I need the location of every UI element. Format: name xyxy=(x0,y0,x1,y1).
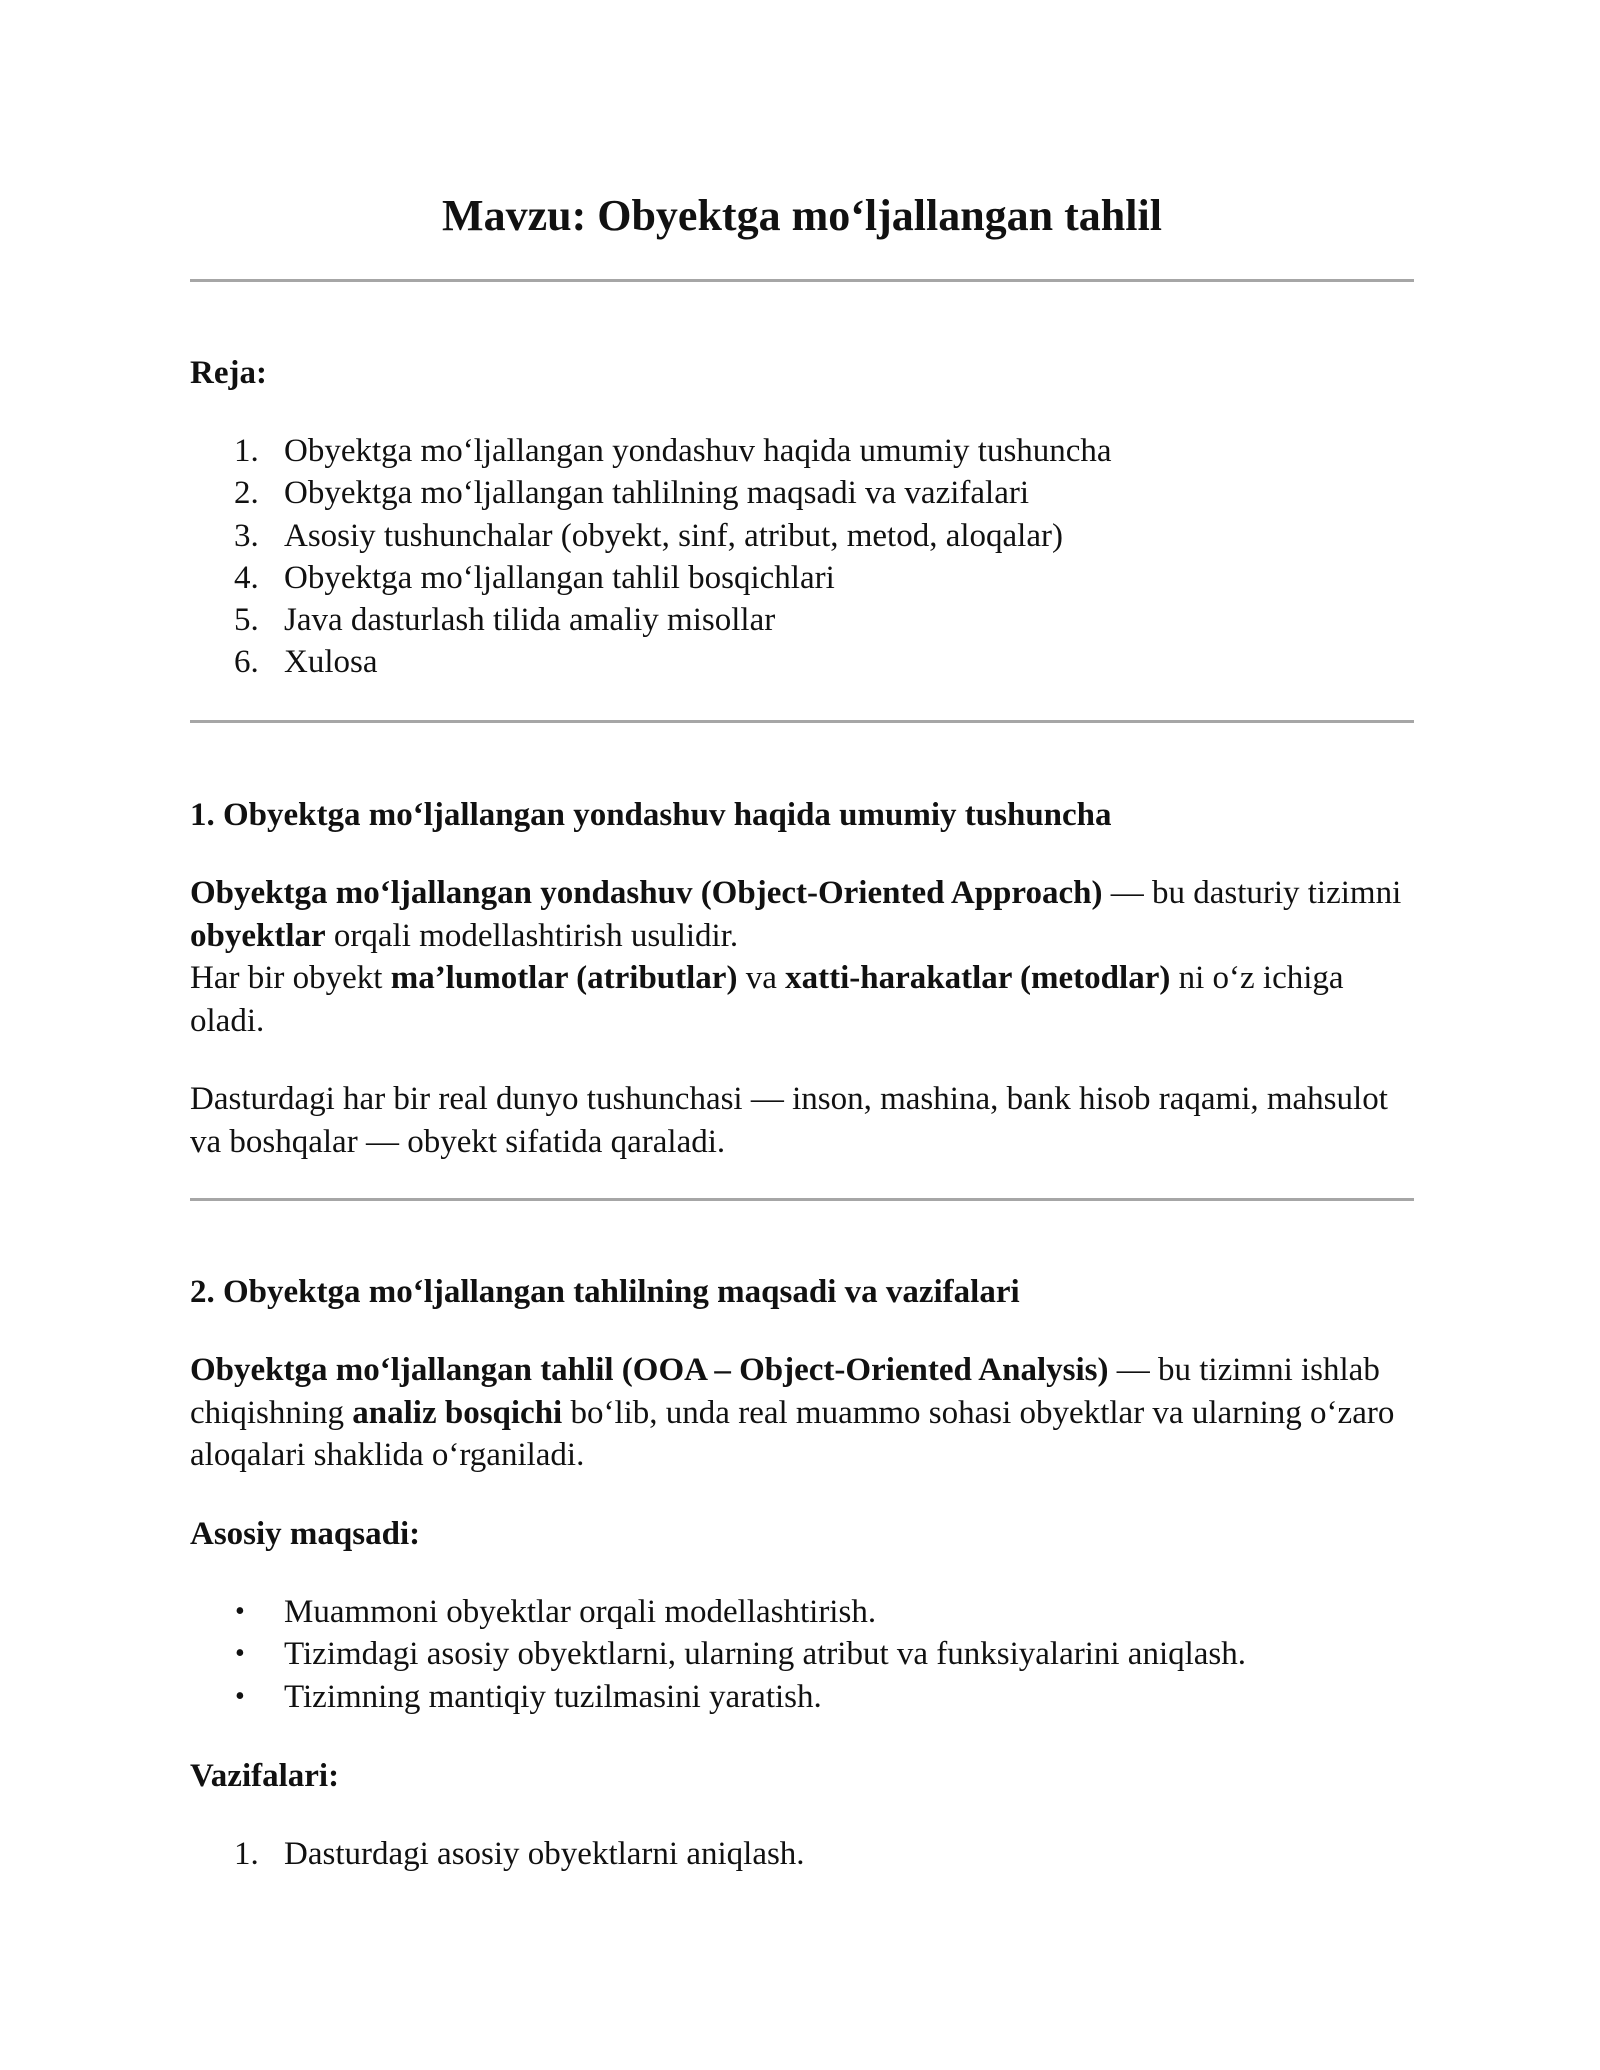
section1-paragraph-1 xyxy=(190,872,1414,1042)
reja-heading: Reja: xyxy=(190,355,267,391)
list-item xyxy=(190,1833,805,1875)
horizontal-rule xyxy=(190,279,1414,282)
goals-list xyxy=(190,1591,1246,1718)
list-item xyxy=(190,1676,1246,1718)
goals-heading: Asosiy maqsadi: xyxy=(190,1516,421,1552)
reja-list xyxy=(190,430,1112,684)
body-text: — bu tizimni ishlab chiqishning xyxy=(190,1352,1380,1431)
bold-text: Obyektga mo‘ljallangan tahlil (OOA – Object-Oriented Analysis) xyxy=(190,1352,1109,1388)
bold-text: xatti-harakatlar (metodlar) xyxy=(785,960,1171,996)
bold-text: analiz bosqichi xyxy=(352,1394,563,1431)
document-title: Mavzu: Obyektga mo‘ljallangan tahlil xyxy=(442,191,1162,240)
bullet-icon: • xyxy=(235,1680,245,1712)
list-number: 1. xyxy=(234,1836,259,1872)
horizontal-rule xyxy=(190,1198,1414,1201)
list-item-text: Dasturdagi asosiy obyektlarni aniqlash. xyxy=(284,1836,805,1872)
body-text: va xyxy=(737,960,786,996)
section1-paragraph-2: Dasturdagi har bir real dunyo tushunchasi — inson, mashina, bank hisob raqami, mahsulot va boshqalar — obyekt sifatida qaraladi. xyxy=(190,1081,1388,1160)
list-item-text: Xulosa xyxy=(284,644,378,681)
list-item xyxy=(190,557,1112,599)
body-text: Har bir obyekt xyxy=(190,960,391,996)
list-item xyxy=(190,641,1112,683)
list-item-text: Asosiy tushunchalar (obyekt, sinf, atribut, metod, aloqalar) xyxy=(284,517,1063,554)
list-item-text: Java dasturlash tilida amaliy misollar xyxy=(284,602,776,639)
list-item xyxy=(190,1633,1246,1675)
section1-heading: 1. Obyektga mo‘ljallangan yondashuv haqida umumiy tushuncha xyxy=(190,797,1112,833)
bullet-icon: • xyxy=(235,1596,245,1627)
list-item-text: Muammoni obyektlar orqali modellashtirish. xyxy=(284,1594,877,1630)
body-text: bo‘lib, unda real muammo sohasi obyektlar va ularning o‘zaro aloqalari shaklida o‘rganiladi. xyxy=(190,1394,1395,1473)
list-number: 6. xyxy=(234,644,259,681)
list-number: 5. xyxy=(234,602,259,639)
list-item xyxy=(190,1591,1246,1633)
list-item-text: Obyektga mo‘ljallangan yondashuv haqida umumiy tushuncha xyxy=(284,433,1112,469)
body-text: — bu dasturiy tizimni xyxy=(1102,875,1402,911)
bold-text: obyektlar xyxy=(190,917,326,954)
list-item xyxy=(190,599,1112,641)
bold-text: Obyektga mo‘ljallangan yondashuv (Object-Oriented Approach) xyxy=(190,875,1103,911)
list-item-text: Obyektga mo‘ljallangan tahlil bosqichlari xyxy=(284,559,835,596)
list-item-text: Obyektga mo‘ljallangan tahlilning maqsadi va vazifalari xyxy=(284,475,1029,512)
list-item xyxy=(190,430,1112,472)
section2-paragraph-1 xyxy=(190,1349,1414,1477)
body-text: orqali modellashtirish usulidir. xyxy=(325,917,739,954)
list-number: 3. xyxy=(234,517,259,554)
tasks-list xyxy=(190,1833,805,1875)
list-item xyxy=(190,515,1112,557)
list-number: 1. xyxy=(234,433,259,469)
list-item xyxy=(190,472,1112,514)
section2-heading: 2. Obyektga mo‘ljallangan tahlilning maqsadi va vazifalari xyxy=(190,1274,1020,1310)
list-number: 4. xyxy=(234,559,259,596)
bullet-icon: • xyxy=(235,1638,245,1670)
bold-text: ma’lumotlar (atributlar) xyxy=(390,960,738,996)
tasks-heading: Vazifalari: xyxy=(190,1758,340,1794)
horizontal-rule xyxy=(190,720,1414,723)
list-item-text: Tizimning mantiqiy tuzilmasini yaratish. xyxy=(284,1678,822,1715)
list-item-text: Tizimdagi asosiy obyektlarni, ularning atribut va funksiyalarini aniqlash. xyxy=(284,1636,1247,1673)
body-text: ni o‘z ichiga oladi. xyxy=(190,960,1344,1039)
list-number: 2. xyxy=(234,475,259,512)
